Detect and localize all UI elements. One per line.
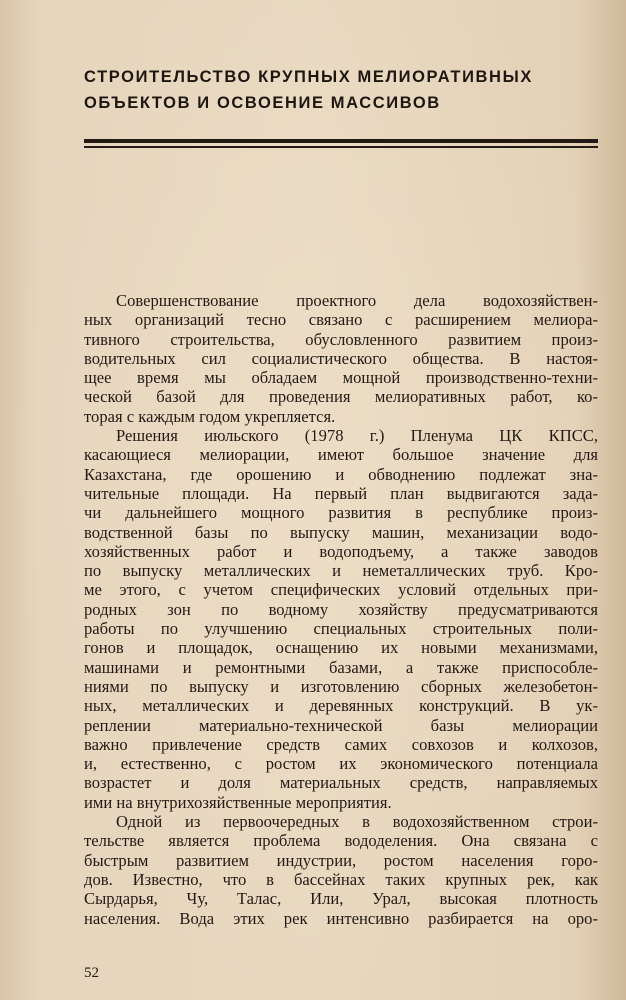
text-line: Одной из первоочередных в водохозяйственном строи- — [116, 812, 598, 832]
text-line: тивного строительства, обусловленного развитием произ- — [84, 329, 598, 349]
text-line: ных организаций тесно связано с расширением мелиора- — [84, 310, 598, 330]
text-line: дов. Известно, что в бассейнах таких крупных рек, как — [84, 869, 598, 889]
text-line: касающиеся мелиорации, имеют большое значение для — [84, 445, 598, 465]
text-line: тельстве является проблема вододеления. Она связана с — [84, 831, 598, 851]
text-line: хозяйственных работ и водоподъему, а также заводов — [84, 541, 598, 561]
text-line: по выпуску металлических и неметаллических труб. Кро- — [84, 561, 598, 581]
text-line: гонов и площадок, оснащению их новыми механизмами, — [84, 638, 598, 658]
paragraph-1 — [84, 291, 598, 426]
text-line: родных зон по водному хозяйству предусматриваются — [84, 599, 598, 619]
text-line: и, естественно, с ростом их экономического потенциала — [84, 754, 598, 774]
paragraph-2 — [84, 426, 598, 812]
text-line: чительные площади. На первый план выдвигаются зада- — [84, 483, 598, 503]
page-number: 52 — [84, 965, 99, 981]
paragraph-3 — [84, 812, 598, 928]
text-line: ческой базой для проведения мелиоративных работ, ко- — [84, 387, 598, 407]
text-line: возрастет и доля материальных средств, направляемых — [84, 773, 598, 793]
text-line: водительных сил социалистического общества. В настоя- — [84, 348, 598, 368]
chapter-heading — [84, 64, 604, 116]
text-line: щее время мы обладаем мощной производственно-техни- — [84, 368, 598, 388]
heading-rule-thin — [84, 146, 598, 148]
text-line: ими на внутрихозяйственные мероприятия. — [84, 792, 392, 812]
body-text — [84, 291, 598, 928]
chapter-heading-line-2: ОБЪЕКТОВ И ОСВОЕНИЕ МАССИВОВ — [84, 94, 441, 112]
text-line: быстрым развитием индустрии, ростом населения горо- — [84, 850, 598, 870]
chapter-heading-line-1: СТРОИТЕЛЬСТВО КРУПНЫХ МЕЛИОРАТИВНЫХ — [84, 68, 533, 86]
text-line: Решения июльского (1978 г.) Пленума ЦК КПСС, — [116, 426, 598, 446]
text-line: работы по улучшению специальных строительных поли- — [84, 619, 598, 639]
text-line: ниями по выпуску и изготовлению сборных железобетон- — [84, 676, 598, 696]
text-line: ных, металлических и деревянных конструкций. В ук- — [84, 696, 598, 716]
text-line: чи дальнейшего мощного развития в республике произ- — [84, 503, 598, 523]
text-line: торая с каждым годом укрепляется. — [84, 406, 336, 426]
text-line: машинами и ремонтными базами, а также приспособле- — [84, 657, 598, 677]
text-line: Казахстана, где орошению и обводнению подлежат зна- — [84, 464, 598, 484]
text-line: реплении материально-технической базы мелиорации — [84, 715, 598, 735]
text-line: важно привлечение средств самих совхозов и колхозов, — [84, 734, 598, 754]
text-line: водственной базы по выпуску машин, механизации водо- — [84, 522, 598, 542]
text-line: Сырдарья, Чу, Талас, Или, Урал, высокая плотность — [84, 889, 598, 909]
heading-rule-thick — [84, 139, 598, 143]
text-line: ме этого, с учетом специфических условий отдельных при- — [84, 580, 598, 600]
text-line: Совершенствование проектного дела водохозяйствен- — [116, 291, 598, 310]
text-line: населения. Вода этих рек интенсивно разбирается на оро- — [84, 908, 598, 928]
